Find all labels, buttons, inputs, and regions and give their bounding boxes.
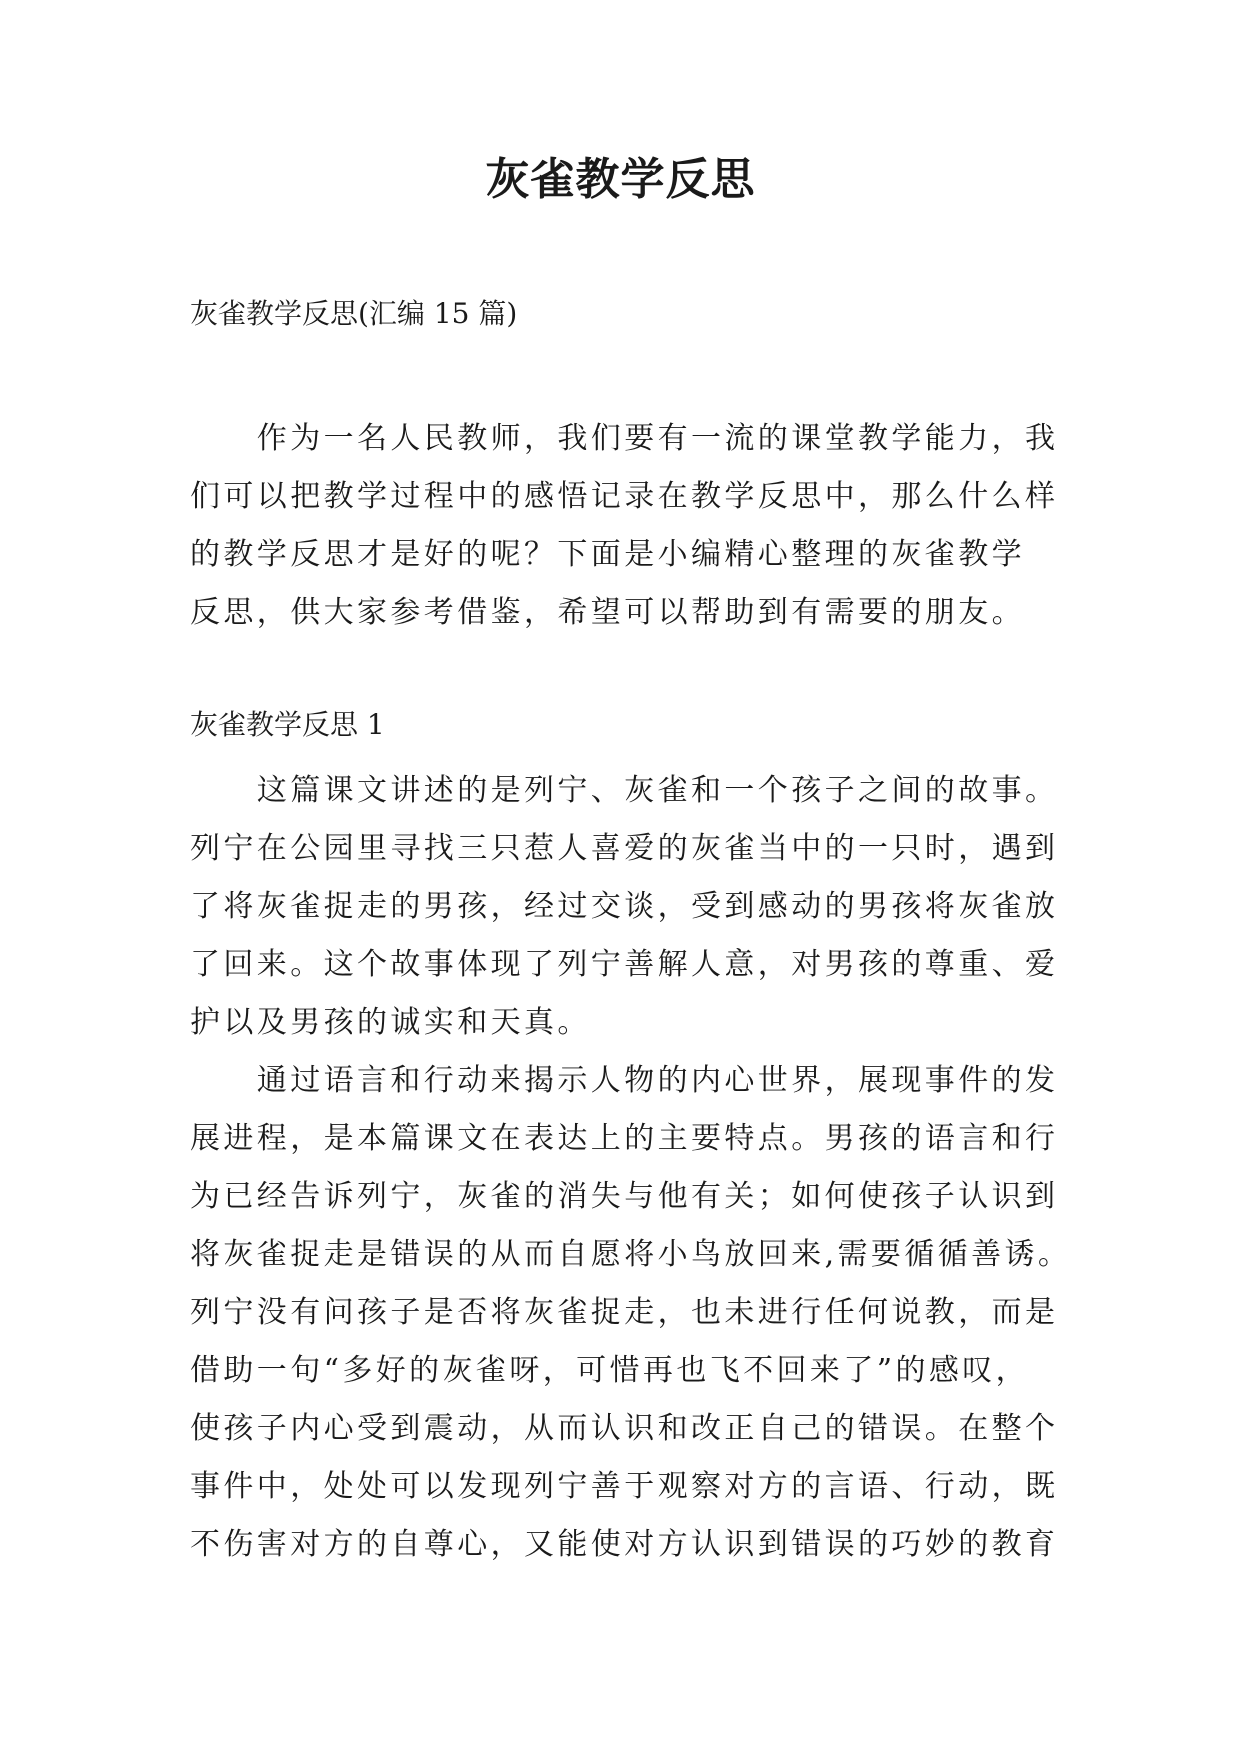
body-paragraph-2 xyxy=(190,1052,1071,1574)
section-heading: 灰雀教学反思 1 xyxy=(190,708,385,741)
document-title: 灰雀教学反思 xyxy=(485,154,756,205)
intro-line: 的教学反思才是好的呢？下面是小编精心整理的灰雀教学 xyxy=(190,537,1025,572)
paragraph-line: 了回来。这个故事体现了列宁善解人意，对男孩的尊重、爱 xyxy=(190,947,1059,982)
document-subtitle: 灰雀教学反思(汇编 15 篇) xyxy=(190,297,518,330)
intro-line: 作为一名人民教师，我们要有一流的课堂教学能力，我 xyxy=(190,421,1059,456)
paragraph-line: 事件中，处处可以发现列宁善于观察对方的言语、行动，既 xyxy=(190,1469,1059,1504)
paragraph-line: 将灰雀捉走是错误的从而自愿将小鸟放回来,需要循循善诱。 xyxy=(190,1237,1072,1272)
body-paragraph-1 xyxy=(190,762,1058,1052)
paragraph-line: 了将灰雀捉走的男孩，经过交谈，受到感动的男孩将灰雀放 xyxy=(190,889,1059,924)
paragraph-line: 不伤害对方的自尊心，又能使对方认识到错误的巧妙的教育 xyxy=(190,1527,1059,1562)
intro-paragraph xyxy=(190,410,1058,642)
paragraph-line: 列宁在公园里寻找三只惹人喜爱的灰雀当中的一只时，遇到 xyxy=(190,831,1059,866)
intro-line: 们可以把教学过程中的感悟记录在教学反思中，那么什么样 xyxy=(190,479,1059,514)
paragraph-line: 为已经告诉列宁，灰雀的消失与他有关；如何使孩子认识到 xyxy=(190,1179,1059,1214)
paragraph-line: 通过语言和行动来揭示人物的内心世界，展现事件的发 xyxy=(190,1063,1059,1098)
paragraph-line: 这篇课文讲述的是列宁、灰雀和一个孩子之间的故事。 xyxy=(190,773,1059,808)
paragraph-line: 展进程，是本篇课文在表达上的主要特点。男孩的语言和行 xyxy=(190,1121,1059,1156)
paragraph-line: 使孩子内心受到震动，从而认识和改正自己的错误。在整个 xyxy=(190,1411,1059,1446)
paragraph-line: 护以及男孩的诚实和天真。 xyxy=(190,1005,591,1040)
intro-line: 反思，供大家参考借鉴，希望可以帮助到有需要的朋友。 xyxy=(190,595,1025,630)
paragraph-line: 列宁没有问孩子是否将灰雀捉走，也未进行任何说教，而是 xyxy=(190,1295,1059,1330)
paragraph-line: 借助一句“多好的灰雀呀，可惜再也飞不回来了”的感叹， xyxy=(190,1353,1030,1388)
